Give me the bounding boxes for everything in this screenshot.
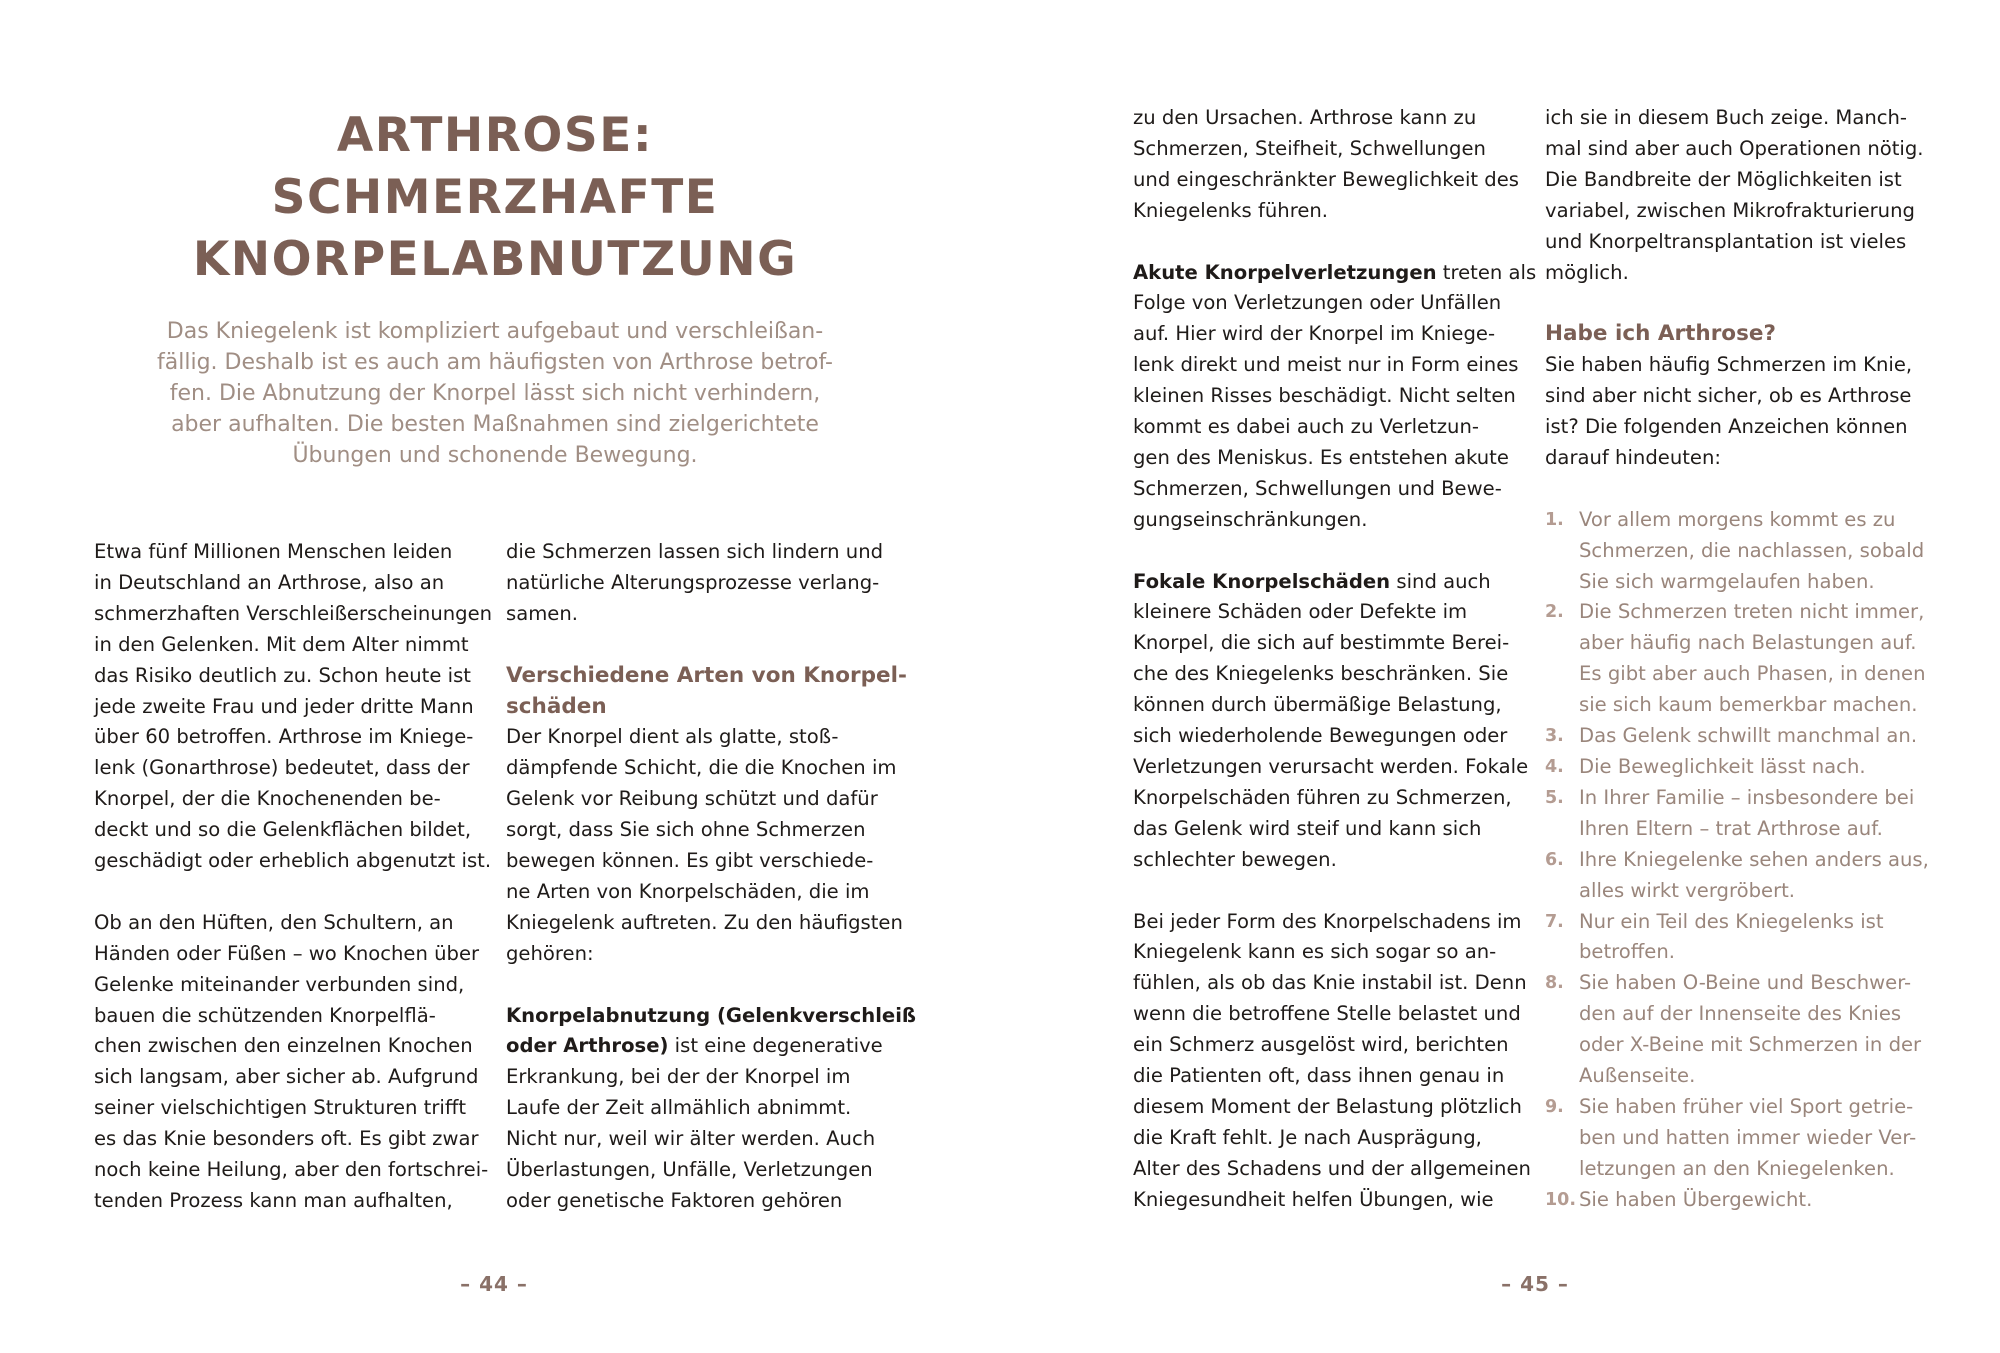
text-line: Nicht nur, weil wir älter werden. Auch xyxy=(506,1127,876,1151)
text-line: Ihre Kniegelenke sehen anders aus, xyxy=(1579,847,1929,871)
text-line: ne Arten von Knorpelschäden, die im xyxy=(506,879,870,903)
text-line: auf. Hier wird der Knorpel im Kniege- xyxy=(1133,322,1496,346)
text-line: Es gibt aber auch Phasen, in denen xyxy=(1579,662,1926,686)
text-line xyxy=(1133,258,1537,289)
text-line: ich sie in diesem Buch zeige. Manch- xyxy=(1545,106,1908,129)
lead-line: Das Kniegelenk ist kompliziert aufgebaut und verschleißan- xyxy=(166,319,824,344)
paragraph xyxy=(94,537,494,877)
text-line: Sie haben Übergewicht. xyxy=(1579,1187,1813,1211)
chapter-title xyxy=(150,105,840,291)
list-item xyxy=(1545,505,1945,598)
text-line: Die Schmerzen treten nicht immer, xyxy=(1579,600,1925,624)
list-number: 5. xyxy=(1545,787,1564,808)
text-line: Kniegelenk auftreten. Zu den häufigsten xyxy=(506,910,903,934)
bold-term: Knorpelabnutzung (Gelenkverschleiß xyxy=(506,1003,917,1027)
text-line: Die Beweglichkeit lässt nach. xyxy=(1579,755,1866,778)
text-line: variabel, zwischen Mikrofrakturierung xyxy=(1545,198,1915,222)
arthritis-signs-list xyxy=(1545,505,1945,1216)
paragraph xyxy=(1545,103,1945,288)
lead-line: Übungen und schonende Bewegung. xyxy=(292,443,698,468)
text-line: sich langsam, aber sicher ab. Aufgrund xyxy=(94,1065,479,1089)
page-number: – 45 – xyxy=(1501,1272,1569,1296)
text-line: jede zweite Frau und jeder dritte Mann xyxy=(94,694,474,718)
bold-term: oder Arthrose) xyxy=(506,1034,669,1058)
text-line: Schmerzen, die nachlassen, sobald xyxy=(1579,538,1925,562)
text-line: Ob an den Hüften, den Schultern, an xyxy=(94,910,454,934)
text-line: Knorpel, die sich auf bestimmte Berei- xyxy=(1133,631,1510,655)
text-line: Sie haben früher viel Sport getrie- xyxy=(1579,1094,1914,1118)
text-fragment: sind auch xyxy=(1390,569,1491,593)
list-item xyxy=(1545,1185,1945,1216)
lead-line: fen. Die Abnutzung der Knorpel lässt sich nicht verhindern, xyxy=(169,381,821,406)
text-column-1 xyxy=(94,537,494,1217)
paragraph xyxy=(1133,103,1533,227)
text-line: bauen die schützenden Knorpelflä- xyxy=(94,1003,436,1027)
text-line: schlechter bewegen. xyxy=(1133,847,1337,871)
lead-paragraph xyxy=(150,316,840,471)
text-line: dämpfende Schicht, die die Knochen im xyxy=(506,756,897,780)
text-line: betroffen. xyxy=(1579,940,1675,964)
paragraph xyxy=(506,1001,917,1217)
text-line: mal sind aber auch Operationen nötig. xyxy=(1545,136,1924,160)
text-line: Alter des Schadens und der allgemeinen xyxy=(1133,1156,1531,1180)
text-line: über 60 betroffen. Arthrose im Kniege- xyxy=(94,725,474,749)
text-line: Kniegesundheit helfen Übungen, wie xyxy=(1133,1187,1494,1211)
text-line: sie sich kaum bemerkbar machen. xyxy=(1579,693,1918,717)
text-line: Kniegelenk kann es sich sogar so an- xyxy=(1133,940,1497,964)
text-line: Sie haben häufig Schmerzen im Knie, xyxy=(1545,353,1913,377)
paragraph xyxy=(506,722,906,969)
text-line: kommt es dabei auch zu Verletzun- xyxy=(1133,415,1479,439)
text-line xyxy=(506,1031,906,1062)
text-line: Erkrankung, bei der der Knorpel im xyxy=(506,1065,851,1089)
title-line: KNORPELABNUTZUNG xyxy=(192,232,798,287)
text-line: das Risiko deutlich zu. Schon heute ist xyxy=(94,663,471,687)
list-item xyxy=(1545,597,1945,721)
text-line: die Patienten oft, dass ihnen genau in xyxy=(1133,1064,1505,1088)
text-line: Außenseite. xyxy=(1579,1064,1696,1088)
text-line: chen zwischen den einzelnen Knochen xyxy=(94,1034,473,1058)
list-item xyxy=(1545,721,1945,752)
text-line: Schmerzen, Steifheit, Schwellungen xyxy=(1133,136,1486,160)
text-line: Laufe der Zeit allmählich abnimmt. xyxy=(506,1096,852,1120)
text-line: kleinere Schäden oder Defekte im xyxy=(1133,600,1468,624)
text-line: Gelenk vor Reibung schützt und dafür xyxy=(506,787,878,811)
text-line: deckt und so die Gelenkflächen bildet, xyxy=(94,818,472,842)
text-line: ben und hatten immer wieder Ver- xyxy=(1579,1125,1917,1149)
text-line: samen. xyxy=(506,601,579,625)
text-line: die Kraft fehlt. Je nach Ausprägung, xyxy=(1133,1125,1482,1149)
text-line: Händen oder Füßen – wo Knochen über xyxy=(94,941,480,965)
text-line: alles wirkt vergröbert. xyxy=(1579,878,1796,902)
text-line: noch keine Heilung, aber den fortschrei- xyxy=(94,1158,489,1182)
text-line: che des Kniegelenks beschränken. Sie xyxy=(1133,662,1509,686)
text-line: Bei jeder Form des Knorpelschadens im xyxy=(1133,909,1522,933)
list-number: 10. xyxy=(1545,1189,1577,1210)
text-line: In Ihrer Familie – insbesondere bei xyxy=(1579,785,1915,809)
text-line: darauf hindeuten: xyxy=(1545,445,1721,469)
text-line: natürliche Alterungsprozesse verlang- xyxy=(506,570,880,594)
text-line: das Gelenk wird steif und kann sich xyxy=(1133,816,1482,840)
paragraph xyxy=(94,908,494,1217)
text-line: gen des Meniskus. Es entstehen akute xyxy=(1133,445,1509,469)
text-line: kleinen Risses beschädigt. Nicht selten xyxy=(1133,384,1516,408)
right-page xyxy=(1000,0,2000,1353)
section-heading xyxy=(506,661,906,723)
list-item xyxy=(1545,968,1945,1092)
text-line xyxy=(506,1001,917,1032)
text-line: Das Gelenk schwillt manchmal an. xyxy=(1579,724,1918,748)
text-fragment: treten als xyxy=(1436,260,1537,284)
text-line: Gelenke miteinander verbunden sind, xyxy=(94,972,465,996)
paragraph xyxy=(506,537,906,630)
text-line: in den Gelenken. Mit dem Alter nimmt xyxy=(94,632,469,656)
text-line: diesem Moment der Belastung plötzlich xyxy=(1133,1094,1522,1118)
text-line: ein Schmerz ausgelöst wird, berichten xyxy=(1133,1033,1509,1057)
text-line: geschädigt oder erheblich abgenutzt ist. xyxy=(94,849,492,873)
text-line: sind aber nicht sicher, ob es Arthrose xyxy=(1545,384,1912,408)
text-line: können durch übermäßige Belastung, xyxy=(1133,693,1502,717)
text-line: tenden Prozess kann man aufhalten, xyxy=(94,1189,453,1213)
page-number: – 44 – xyxy=(460,1272,528,1296)
text-line: gehören: xyxy=(506,941,594,965)
list-number: 9. xyxy=(1545,1096,1564,1117)
text-line: und Knorpeltransplantation ist vieles xyxy=(1545,229,1907,253)
section-heading: Habe ich Arthrose? xyxy=(1545,321,1776,347)
text-line: Ihren Eltern – trat Arthrose auf. xyxy=(1579,816,1883,840)
list-number: 6. xyxy=(1545,849,1564,870)
paragraph xyxy=(1133,258,1537,536)
title-line: SCHMERZHAFTE xyxy=(271,170,719,225)
text-line: oder genetische Faktoren gehören xyxy=(506,1189,843,1212)
text-line: in Deutschland an Arthrose, also an xyxy=(94,570,445,594)
list-item xyxy=(1545,845,1945,907)
list-item xyxy=(1545,907,1945,969)
text-line: Etwa fünf Millionen Menschen leiden xyxy=(94,540,453,563)
lead-line: fällig. Deshalb ist es auch am häufigsten von Arthrose betrof- xyxy=(157,350,833,375)
text-line: Überlastungen, Unfälle, Verletzungen xyxy=(506,1158,873,1182)
text-column-2 xyxy=(506,537,917,1217)
text-line: es das Knie besonders oft. Es gibt zwar xyxy=(94,1127,479,1151)
text-line: lenk (Gonarthrose) bedeutet, dass der xyxy=(94,756,470,780)
text-column-3 xyxy=(1133,103,1537,1216)
text-line: Kniegelenks führen. xyxy=(1133,198,1329,222)
list-item xyxy=(1545,752,1945,783)
list-number: 1. xyxy=(1545,509,1564,530)
text-line: aber häufig nach Belastungen auf. xyxy=(1579,631,1917,655)
paragraph xyxy=(1545,350,1945,474)
text-line: den auf der Innenseite des Knies xyxy=(1579,1002,1902,1026)
title-line: ARTHROSE: xyxy=(336,108,654,163)
text-line: Nur ein Teil des Kniegelenks ist xyxy=(1579,909,1884,933)
text-line: Knorpel, der die Knochenenden be- xyxy=(94,787,441,811)
text-line: möglich. xyxy=(1545,260,1629,284)
text-line: Schmerzen, Schwellungen und Bewe- xyxy=(1133,476,1502,500)
text-line: gungseinschränkungen. xyxy=(1133,507,1368,531)
text-line: sorgt, dass Sie sich ohne Schmerzen xyxy=(506,818,866,842)
text-line: die Schmerzen lassen sich lindern und xyxy=(506,540,884,563)
text-line: Vor allem morgens kommt es zu xyxy=(1579,507,1896,531)
paragraph xyxy=(1133,907,1533,1216)
text-line: oder X-Beine mit Schmerzen in der xyxy=(1579,1033,1922,1057)
lead-line: aber aufhalten. Die besten Maßnahmen sind zielgerichtete xyxy=(171,412,819,437)
text-line: fühlen, als ob das Knie instabil ist. Denn xyxy=(1133,971,1527,995)
text-line xyxy=(1133,567,1533,598)
text-line: ist? Die folgenden Anzeichen können xyxy=(1545,415,1908,439)
list-number: 2. xyxy=(1545,602,1564,623)
list-number: 7. xyxy=(1545,911,1564,932)
text-line: lenk direkt und meist nur in Form eines xyxy=(1133,353,1519,377)
list-number: 8. xyxy=(1545,973,1564,994)
text-column-4 xyxy=(1545,103,1945,1216)
bold-term: Akute Knorpelverletzungen xyxy=(1133,260,1437,284)
text-line: Die Bandbreite der Möglichkeiten ist xyxy=(1545,167,1902,191)
text-line: zu den Ursachen. Arthrose kann zu xyxy=(1133,106,1477,129)
list-item xyxy=(1545,783,1945,845)
text-line: bewegen können. Es gibt verschiede- xyxy=(506,849,874,873)
text-line: Der Knorpel dient als glatte, stoß- xyxy=(506,725,839,749)
text-fragment: ist eine degenerative xyxy=(668,1034,883,1058)
bold-term: Fokale Knorpelschäden xyxy=(1133,569,1391,593)
text-line: Sie haben O-Beine und Beschwer- xyxy=(1579,971,1912,995)
text-line: Verletzungen verursacht werden. Fokale xyxy=(1133,755,1529,778)
text-line: und eingeschränkter Beweglichkeit des xyxy=(1133,167,1520,191)
heading-line: schäden xyxy=(506,693,607,719)
heading-line: Verschiedene Arten von Knorpel- xyxy=(506,662,907,688)
text-line: sich wiederholende Bewegungen oder xyxy=(1133,724,1508,748)
text-line: Sie sich warmgelaufen haben. xyxy=(1579,569,1875,593)
text-line: Knorpelschäden führen zu Schmerzen, xyxy=(1133,785,1512,809)
paragraph xyxy=(1133,567,1533,876)
text-line: wenn die betroffene Stelle belastet und xyxy=(1133,1002,1521,1026)
text-line: schmerzhaften Verschleißerscheinungen xyxy=(94,601,493,625)
text-line: letzungen an den Kniegelenken. xyxy=(1579,1156,1895,1180)
list-number: 3. xyxy=(1545,726,1564,747)
text-line: seiner vielschichtigen Strukturen trifft xyxy=(94,1096,467,1120)
list-item xyxy=(1545,1092,1945,1185)
text-line: Folge von Verletzungen oder Unfällen xyxy=(1133,291,1502,315)
list-number: 4. xyxy=(1545,757,1564,777)
